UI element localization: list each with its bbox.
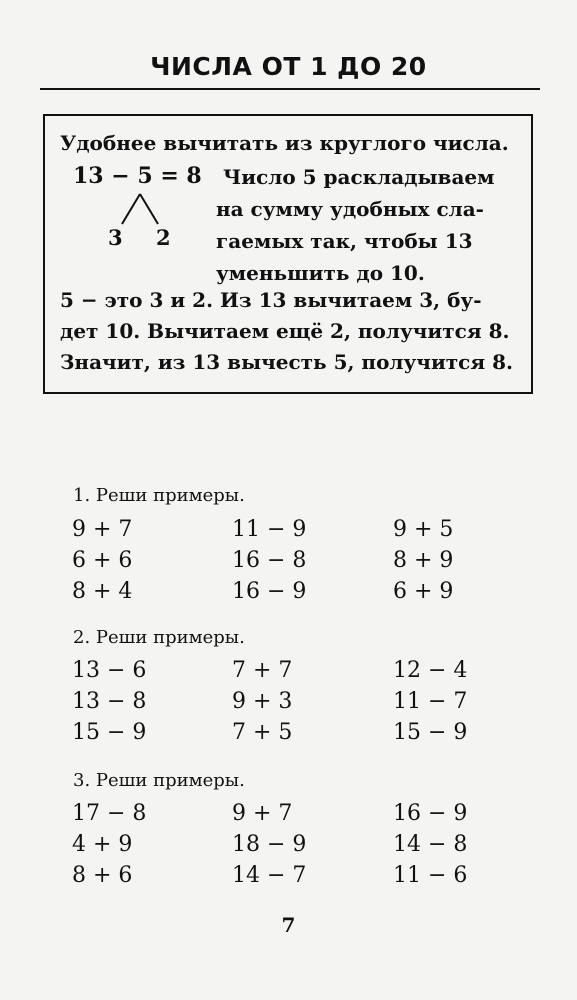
- decomposition-part-a: 3: [108, 225, 123, 250]
- exercise-1-problem: 16 − 8: [232, 548, 307, 573]
- rule-explanation-3: Значит, из 13 вычесть 5, получится 8.: [60, 350, 513, 374]
- exercise-2-problem: 15 − 9: [72, 720, 147, 745]
- exercise-3-problem: 17 − 8: [72, 801, 147, 826]
- exercise-3-problem: 16 − 9: [393, 801, 468, 826]
- exercise-2-problem: 13 − 8: [72, 689, 147, 714]
- exercise-3-problem: 8 + 6: [72, 863, 133, 888]
- exercise-1-problem: 9 + 7: [72, 517, 133, 542]
- exercise-2-problem: 15 − 9: [393, 720, 468, 745]
- exercise-3-problem: 18 − 9: [232, 832, 307, 857]
- exercise-3-problem: 14 − 8: [393, 832, 468, 857]
- decomposition-part-b: 2: [156, 225, 171, 250]
- rule-intro: Удобнее вычитать из круглого числа.: [60, 131, 509, 155]
- exercise-1-problem: 11 − 9: [232, 517, 307, 542]
- exercise-3-problem: 9 + 7: [232, 801, 293, 826]
- exercise-2-problem: 9 + 3: [232, 689, 293, 714]
- exercise-1-problem: 6 + 9: [393, 579, 454, 604]
- exercise-3-title: 3. Реши примеры.: [73, 770, 245, 791]
- exercise-2-problem: 11 − 7: [393, 689, 468, 714]
- rule-side-text-1: Число 5 раскладываем: [223, 165, 495, 189]
- exercise-3-problem: 4 + 9: [72, 832, 133, 857]
- rule-side-text-2: на сумму удобных сла-: [216, 197, 484, 221]
- exercise-1-problem: 8 + 9: [393, 548, 454, 573]
- exercise-2-title: 2. Реши примеры.: [73, 627, 245, 648]
- example-equation: 13 − 5 = 8: [73, 163, 202, 189]
- rule-side-text-4: уменьшить до 10.: [216, 261, 425, 285]
- page-number: 7: [281, 913, 296, 937]
- exercise-1-title: 1. Реши примеры.: [73, 485, 245, 506]
- exercise-2-problem: 7 + 5: [232, 720, 293, 745]
- exercise-1-problem: 9 + 5: [393, 517, 454, 542]
- exercise-2-problem: 7 + 7: [232, 658, 293, 683]
- rule-explanation-1: 5 − это 3 и 2. Из 13 вычитаем 3, бу-: [60, 288, 482, 312]
- decomposition-lines: [118, 192, 162, 228]
- rule-side-text-3: гаемых так, чтобы 13: [216, 229, 473, 253]
- exercise-2-problem: 12 − 4: [393, 658, 468, 683]
- exercise-1-problem: 6 + 6: [72, 548, 133, 573]
- page-title: ЧИСЛА ОТ 1 ДО 20: [150, 52, 427, 81]
- rule-explanation-2: дет 10. Вычитаем ещё 2, получится 8.: [60, 319, 510, 343]
- exercise-3-problem: 11 − 6: [393, 863, 468, 888]
- exercise-1-problem: 16 − 9: [232, 579, 307, 604]
- exercise-3-problem: 14 − 7: [232, 863, 307, 888]
- exercise-2-problem: 13 − 6: [72, 658, 147, 683]
- exercise-1-problem: 8 + 4: [72, 579, 133, 604]
- title-divider: [40, 88, 540, 90]
